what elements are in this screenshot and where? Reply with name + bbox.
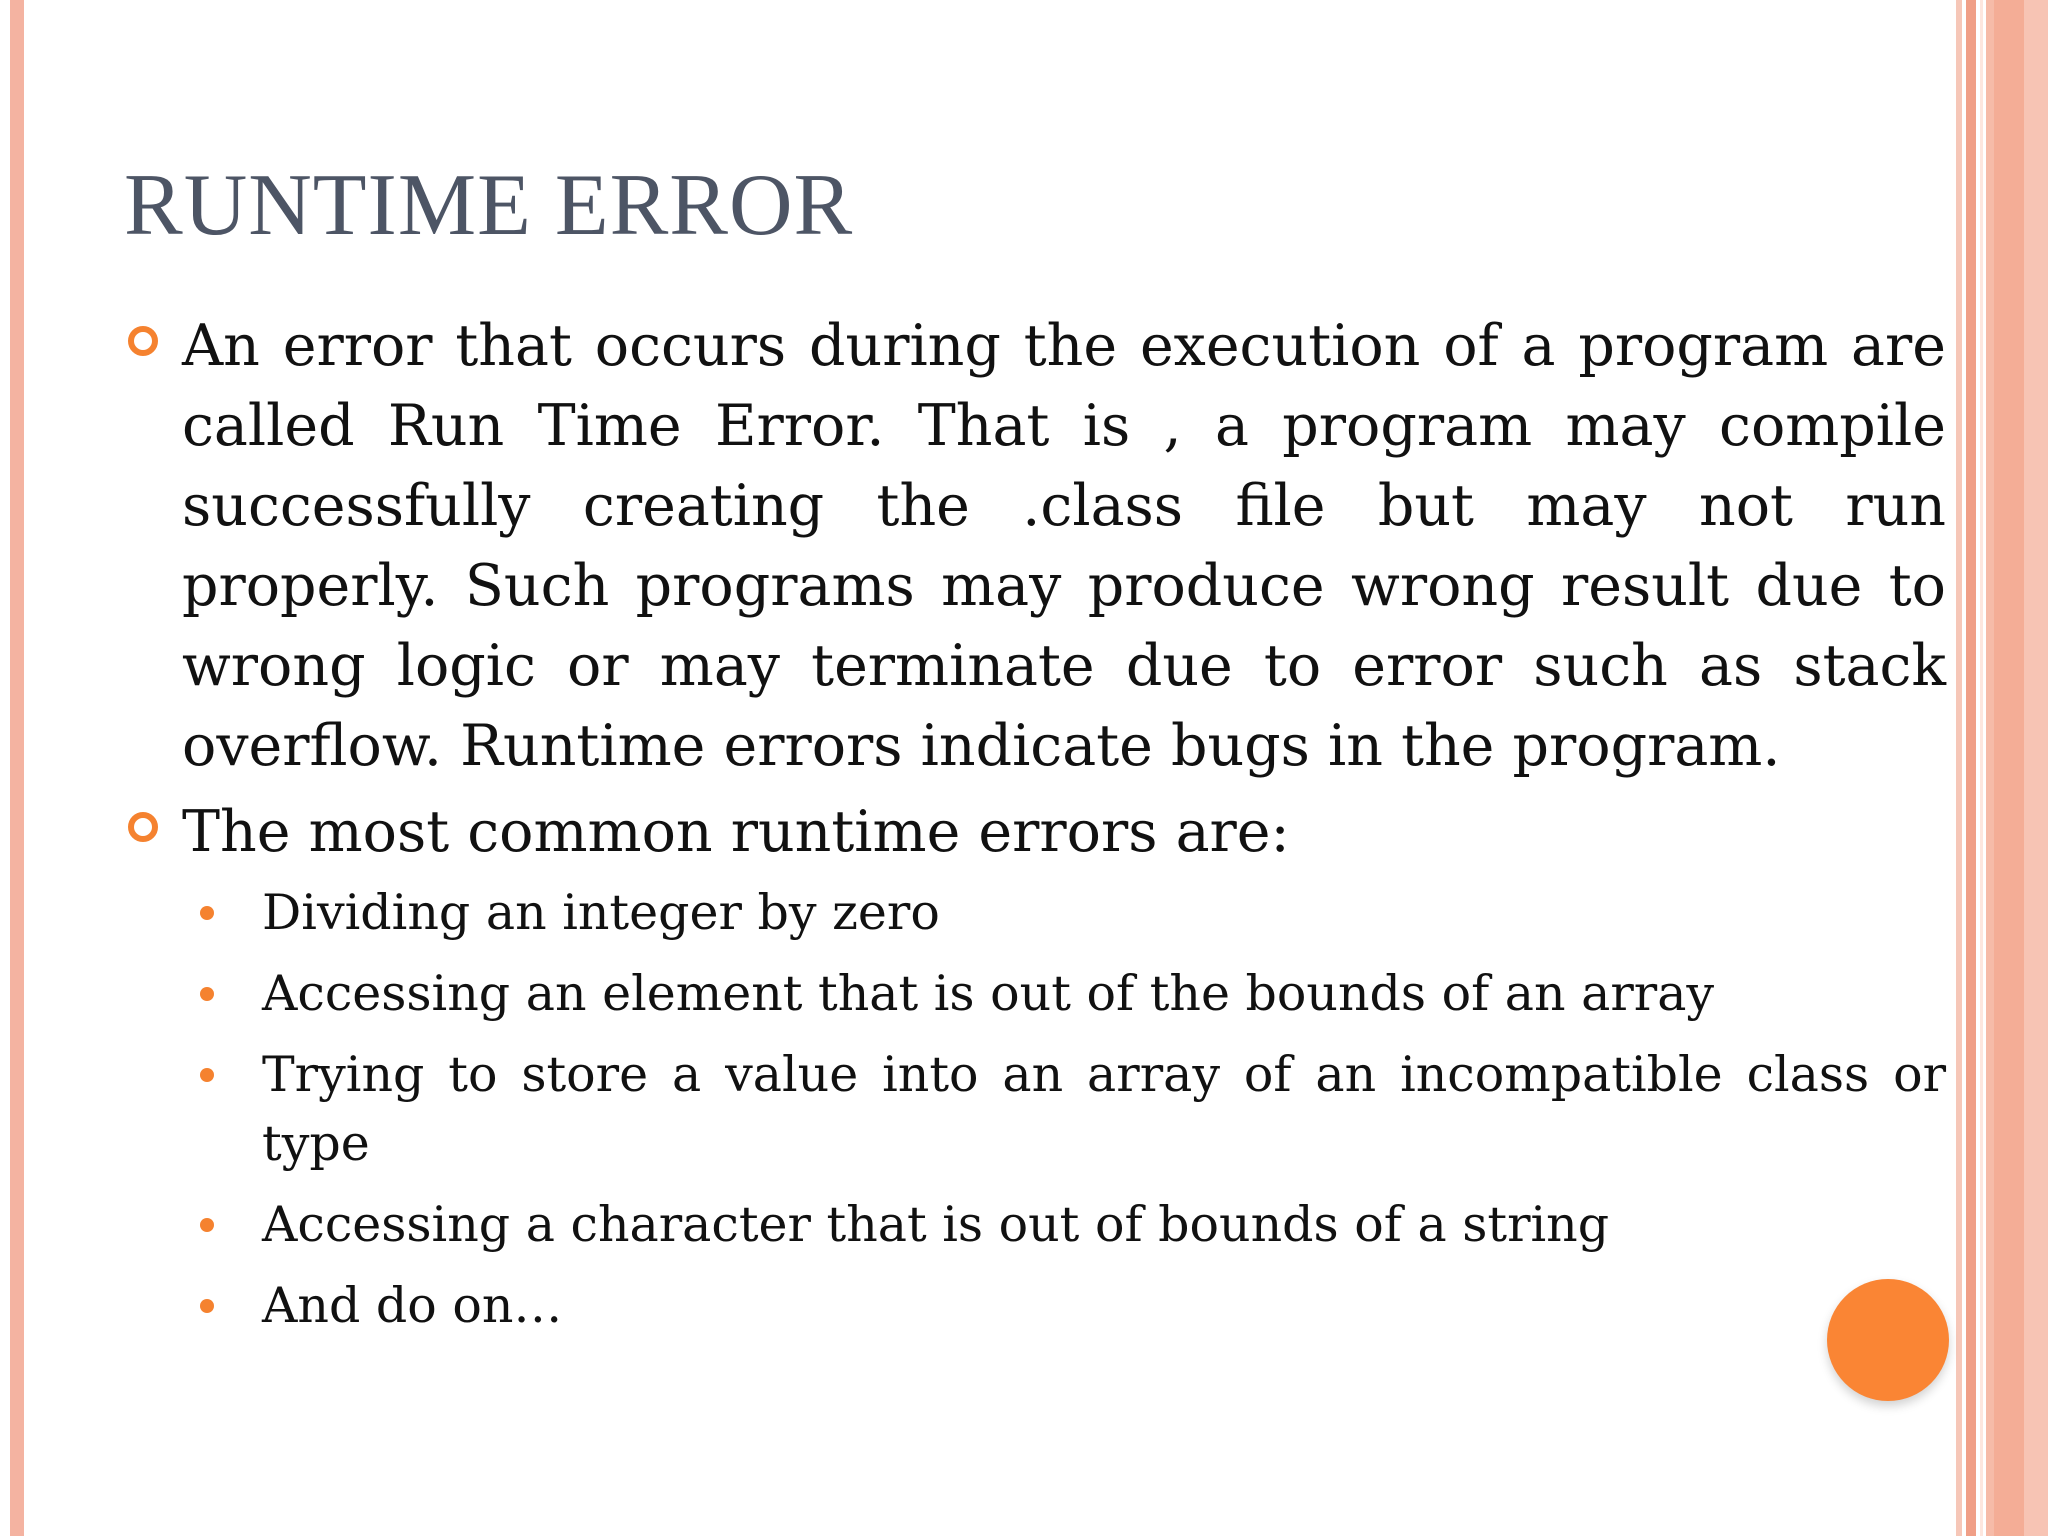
sub-bullet-item (124, 878, 1946, 947)
orange-dot-icon (200, 987, 214, 1001)
bullet-text: An error that occurs during the execution of a program are called Run Time Error. That is , a program may compile successfully creating the .class file but may not run properly. Such programs may produce wrong result due to wrong logic or may terminate due to error such as stack overflow. Runtime errors indicate bugs in the program. (182, 313, 1946, 779)
right-border-stripe (2024, 0, 2048, 1536)
sub-bullet-item (124, 1271, 1946, 1340)
slide-title: RUNTIME ERROR (124, 157, 854, 254)
sub-bullet-text: Accessing an element that is out of the bounds of an array (262, 965, 1715, 1022)
left-border-bar (10, 0, 24, 1536)
right-border-stripe (1986, 0, 1994, 1536)
right-border-stripe (1980, 0, 1983, 1536)
sub-bullet-text: Dividing an integer by zero (262, 884, 940, 941)
sub-bullet-item (124, 1040, 1946, 1178)
sub-bullet-text: And do on… (262, 1277, 563, 1334)
orange-dot-icon (200, 1218, 214, 1232)
sub-bullet-item (124, 959, 1946, 1028)
orange-ring-icon (128, 326, 158, 356)
bullet-text: The most common runtime errors are: (182, 799, 1290, 865)
sub-bullet-item (124, 1190, 1946, 1259)
orange-dot-icon (200, 906, 214, 920)
slide-body (124, 306, 1946, 1352)
orange-dot-icon (200, 1068, 214, 1082)
sub-bullet-text: Trying to store a value into an array of an incompatible class or type (262, 1046, 1946, 1172)
sub-bullet-text: Accessing a character that is out of bounds of a string (262, 1196, 1610, 1253)
right-border-stripe (1966, 0, 1976, 1536)
orange-ring-icon (128, 812, 158, 842)
orange-dot-icon (200, 1299, 214, 1313)
right-border-stripe (1956, 0, 1962, 1536)
orange-circle-button[interactable] (1827, 1279, 1949, 1401)
bullet-item (124, 792, 1946, 872)
sub-bullet-list (124, 878, 1946, 1340)
bullet-item (124, 306, 1946, 786)
